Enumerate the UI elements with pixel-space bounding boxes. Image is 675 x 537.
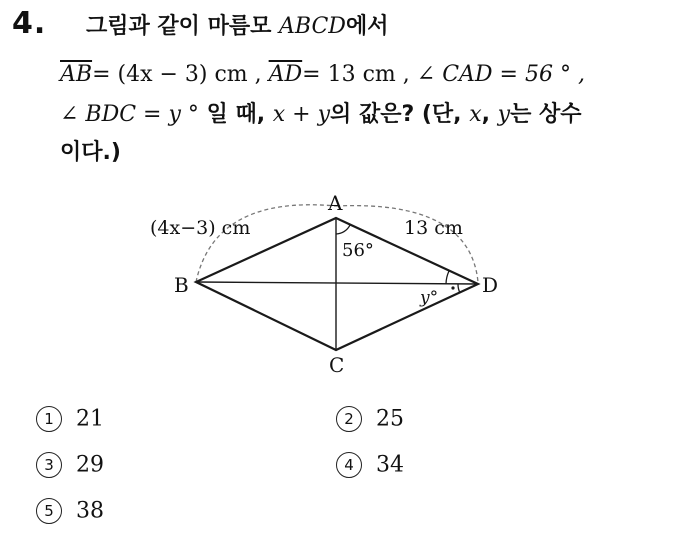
variable-y: y bbox=[497, 102, 511, 127]
segment-ab: $\overline{AB}$ bbox=[60, 62, 93, 87]
question-text: 의 값은? (단, bbox=[330, 102, 470, 127]
choice-4[interactable] bbox=[336, 452, 404, 478]
angle-dot-d bbox=[451, 286, 454, 289]
choice-marker: 1 bbox=[36, 406, 62, 432]
segment-ab-length: = (4x − 3) cm , bbox=[92, 62, 262, 87]
vertex-label-a: A bbox=[328, 191, 343, 215]
choice-value: 34 bbox=[376, 452, 404, 478]
variable-x: x bbox=[469, 102, 482, 127]
angle-mark-d-lower bbox=[458, 284, 460, 293]
choice-marker: 2 bbox=[336, 406, 362, 432]
vertex-label-b: B bbox=[174, 273, 189, 297]
choice-2[interactable] bbox=[336, 406, 404, 432]
angle-label-d: y° bbox=[420, 288, 439, 308]
choice-value: 21 bbox=[76, 406, 104, 432]
choice-3[interactable] bbox=[36, 452, 104, 478]
choice-value: 38 bbox=[76, 498, 104, 524]
question-line-4: 이다.) bbox=[60, 140, 121, 165]
segment-ad-length: = 13 cm , bbox=[302, 62, 410, 87]
segment-ad: $\overline{AD}$ bbox=[268, 62, 303, 87]
question-text: 에서 bbox=[345, 14, 389, 39]
choice-marker: 4 bbox=[336, 452, 362, 478]
vertex-label-c: C bbox=[329, 353, 345, 377]
target-expression: x + y bbox=[272, 102, 331, 127]
question-text: 그림과 같이 마름모 bbox=[86, 14, 279, 39]
angle-cad: ∠ CAD = 56 ° , bbox=[416, 62, 585, 87]
choice-5[interactable] bbox=[36, 498, 104, 524]
diagonal-bd bbox=[196, 282, 478, 284]
side-label-ad: 13 cm bbox=[404, 217, 463, 239]
question-text: 는 상수 bbox=[510, 102, 582, 127]
rhombus-name: ABCD bbox=[279, 14, 346, 39]
question-text: , bbox=[481, 102, 498, 127]
angle-mark-a bbox=[336, 225, 350, 234]
choice-marker: 3 bbox=[36, 452, 62, 478]
choice-value: 29 bbox=[76, 452, 104, 478]
choice-value: 25 bbox=[376, 406, 404, 432]
angle-mark-d-upper bbox=[446, 271, 449, 284]
question-text: 일 때, bbox=[198, 102, 273, 127]
angle-label-a: 56° bbox=[342, 240, 374, 261]
vertex-label-d: D bbox=[482, 273, 499, 297]
side-label-ab: (4x−3) cm bbox=[150, 217, 251, 239]
angle-bdc: ∠ BDC = y ° bbox=[60, 102, 199, 127]
question-number: 4. bbox=[12, 6, 47, 41]
choice-1[interactable] bbox=[36, 406, 104, 432]
choice-marker: 5 bbox=[36, 498, 62, 524]
